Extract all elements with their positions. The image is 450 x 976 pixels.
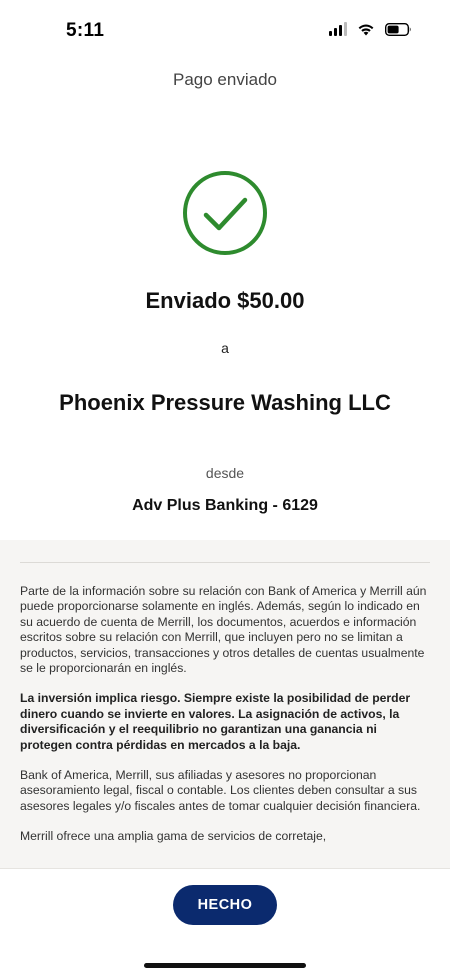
footer bbox=[0, 868, 450, 976]
done-button[interactable]: HECHO bbox=[173, 885, 277, 925]
home-indicator[interactable] bbox=[144, 963, 306, 968]
to-label: a bbox=[221, 340, 229, 356]
payee-name: Phoenix Pressure Washing LLC bbox=[59, 390, 391, 415]
disclosure-paragraph: Merrill ofrece una amplia gama de servicios de corretaje, bbox=[20, 829, 327, 844]
status-time: 5:11 bbox=[66, 20, 105, 41]
wifi-icon bbox=[357, 23, 375, 36]
disclosure-text bbox=[20, 584, 432, 860]
page-title: Pago enviado bbox=[173, 70, 277, 89]
disclosure-paragraph-risk: La inversión implica riesgo. Siempre existe la posibilidad de perder dinero cuando se invierte en valores. La asignación de activos, la diversificación y el reequilibrio no garantizan una ganancia ni protegen contra pérdidas en mercados a la baja. bbox=[20, 691, 411, 752]
battery-icon bbox=[385, 23, 412, 36]
cellular-signal-icon bbox=[329, 22, 347, 36]
sent-amount: Enviado $50.00 bbox=[145, 288, 305, 313]
divider bbox=[20, 562, 430, 563]
status-icons bbox=[329, 22, 412, 36]
disclosure-paragraph: Parte de la información sobre su relación con Bank of America y Merrill aún puede proporcionarse solamente en inglés. Además, según lo indicado en su acuerdo de cuenta de Merrill, los documentos, acuerdos e información escritos sobre su relación con Merrill, que incluyen pero no se limitan a productos, servicios, transacciones y otros detalles de cuentas usualmente se le proporcionarán en inglés. bbox=[20, 584, 427, 676]
disclosure-paragraph: Bank of America, Merrill, sus afiliadas y asesores no proporcionan asesoramiento legal, fiscal o contable. Los clientes deben consultar a sus asesores legales y/o fiscales antes de tomar cualquier decisión financiera. bbox=[20, 768, 421, 813]
disclosure-panel[interactable] bbox=[0, 540, 450, 868]
source-account: Adv Plus Banking - 6129 bbox=[132, 497, 318, 514]
from-label: desde bbox=[205, 465, 245, 481]
status-bar bbox=[0, 0, 450, 60]
success-check-icon bbox=[182, 170, 268, 256]
